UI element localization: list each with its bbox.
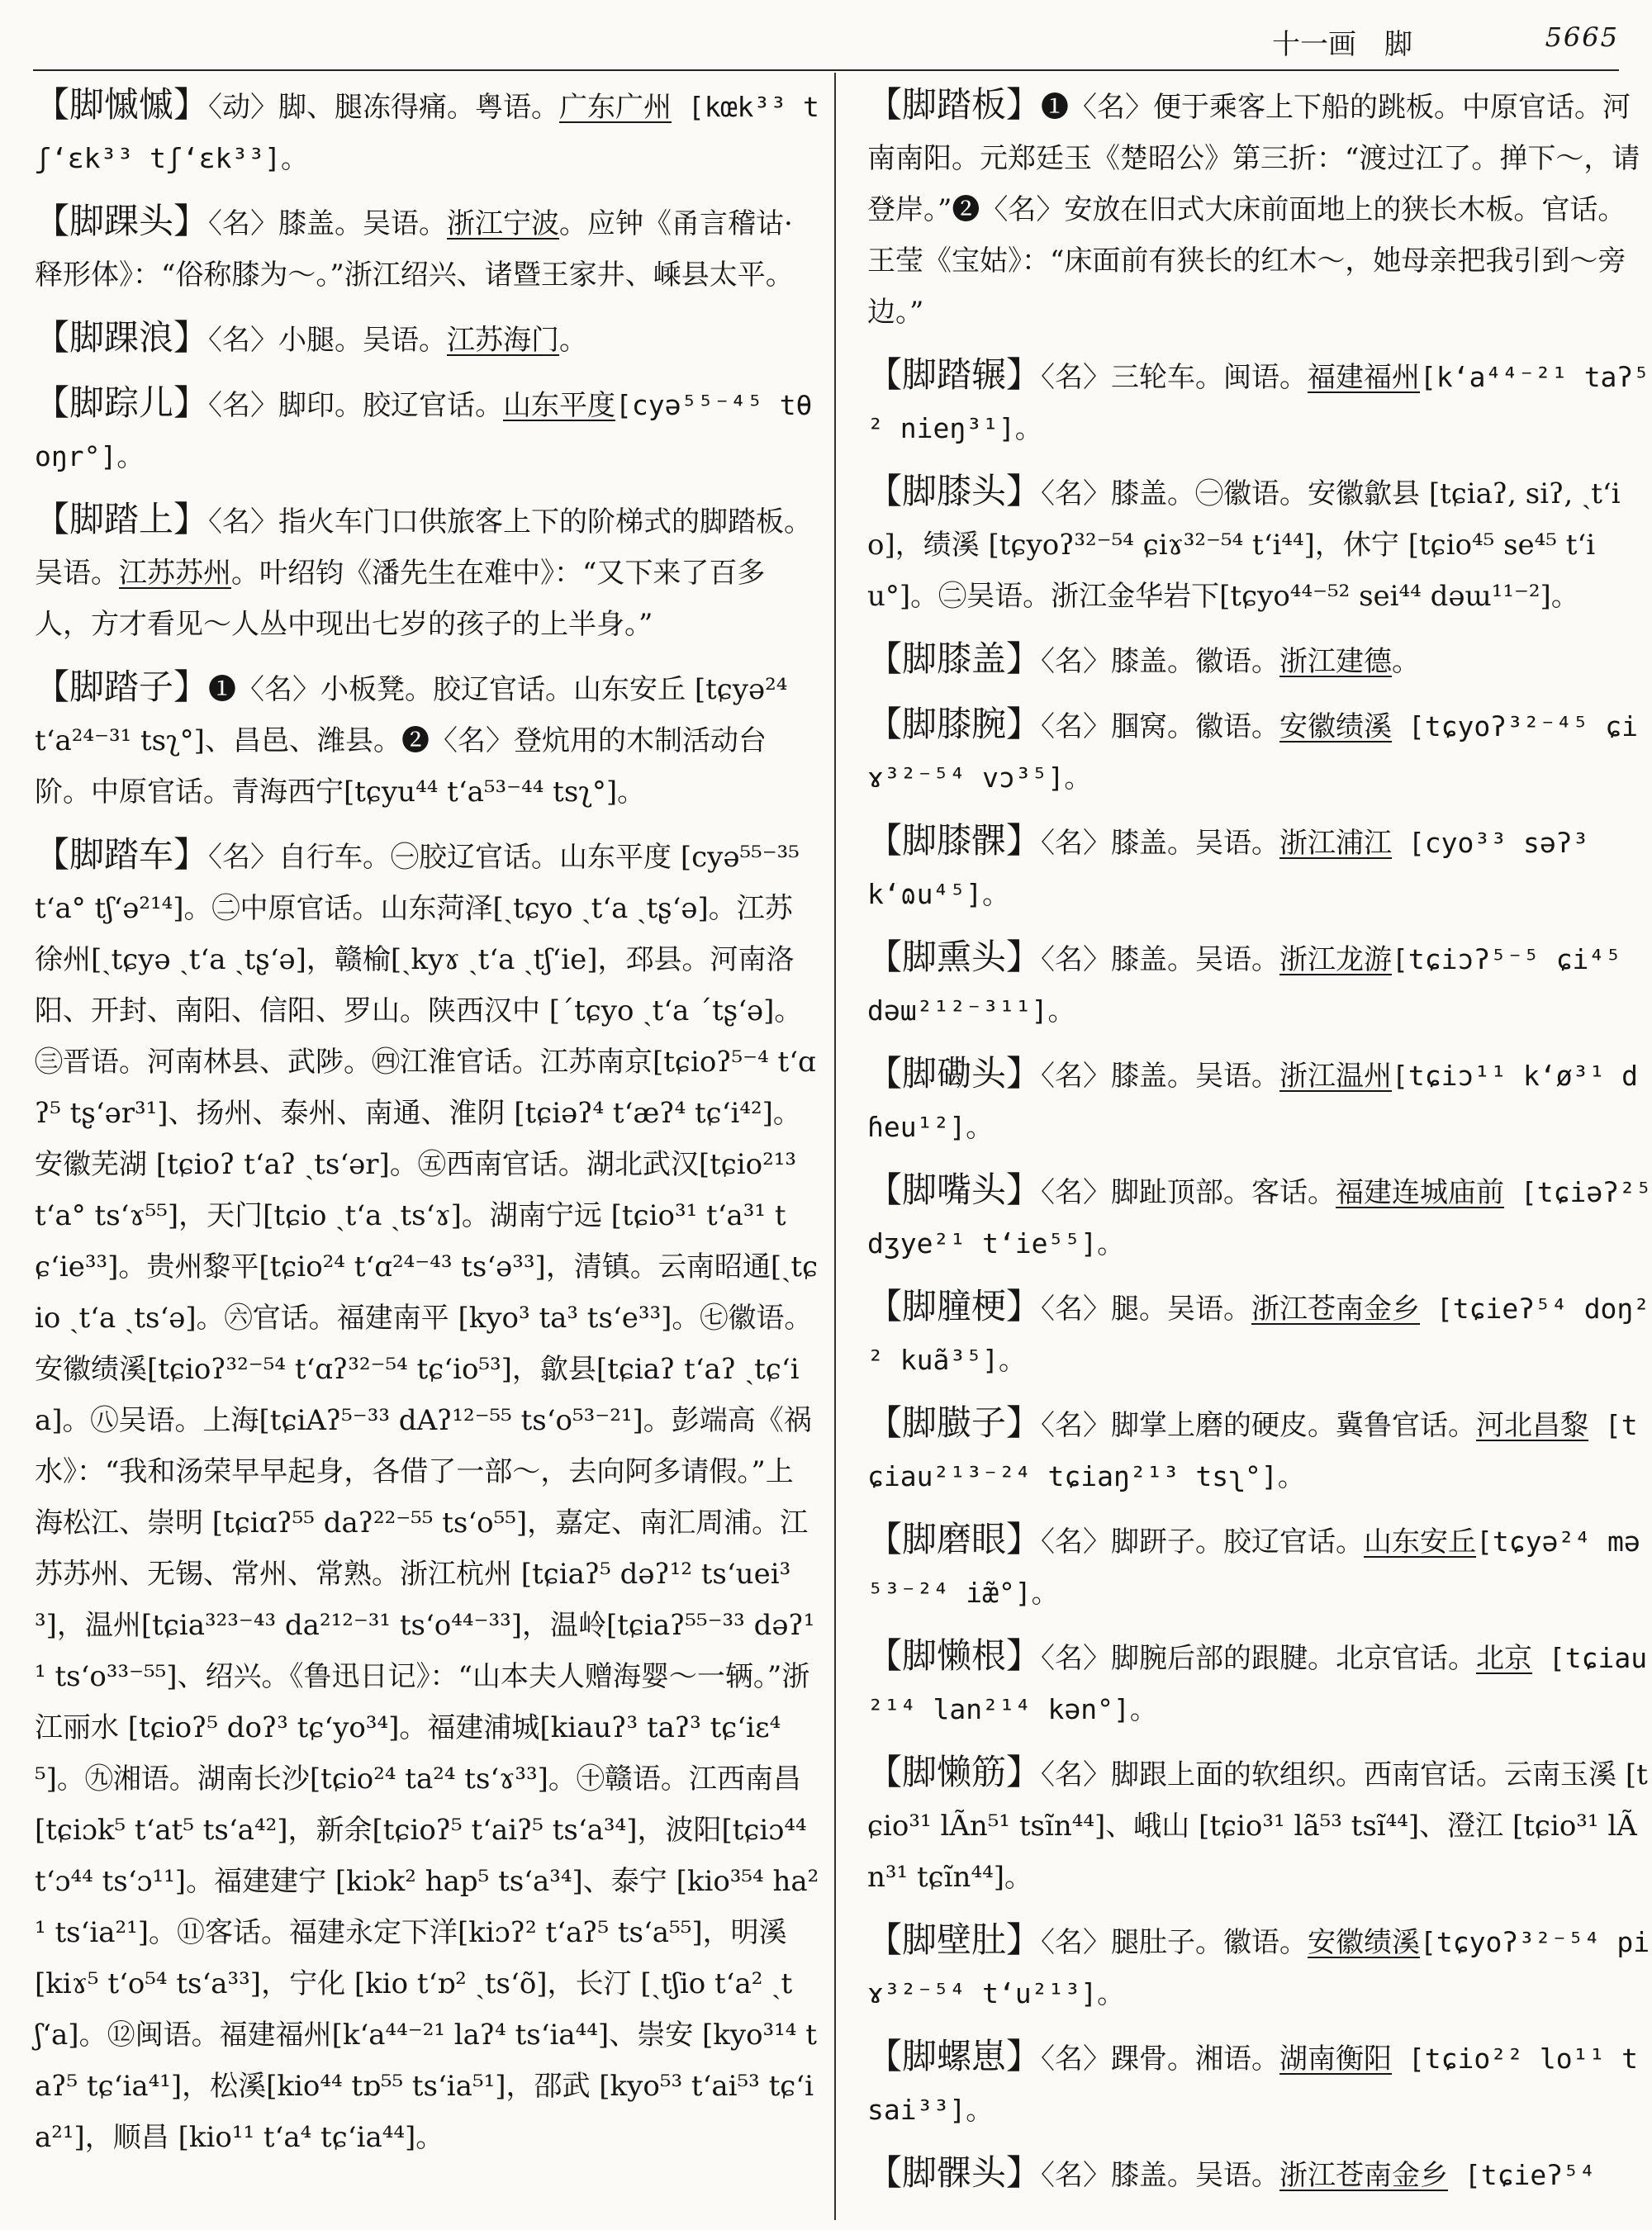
definition: 三轮车。闽语。 (1111, 361, 1308, 394)
dictionary-entry (867, 1397, 1652, 1502)
headword: 【脚懒筋】 (867, 1752, 1042, 1792)
part-of-speech: 〈名〉 (208, 389, 279, 422)
definition: 脚掌上磨的硬皮。冀鲁官话。 (1111, 1409, 1477, 1442)
definition: 指火车门口供旅客上下的阶梯式的脚踏板。吴语。 (35, 505, 813, 590)
dictionary-entry (867, 1048, 1652, 1153)
definition: 膝盖。吴语。 (278, 207, 448, 240)
pronunciation: [cyə⁵⁵⁻⁴⁵ tθoŋr°]。 (35, 389, 813, 472)
headword: 【脚磡头】 (867, 1053, 1042, 1094)
part-of-speech: 〈名〉 (1041, 710, 1112, 743)
dictionary-entry (867, 1281, 1652, 1386)
dictionary-entry (867, 2031, 1652, 2136)
definition: 小腿。吴语。 (278, 324, 448, 357)
headword: 【脚踝头】 (35, 201, 209, 241)
definition: 膝盖。徽语。 (1111, 645, 1280, 678)
definition: 腿。吴语。 (1111, 1293, 1252, 1326)
headword: 【脚熏头】 (867, 937, 1042, 977)
definition-cont: 。 (559, 324, 588, 357)
location-link: 山东平度 (503, 389, 616, 422)
headword: 【脚臌子】 (867, 1402, 1042, 1443)
pronunciation: [tɕyoʔ³²⁻⁵⁴ piɤ³²⁻⁵⁴ t‘u²¹³]。 (867, 1926, 1650, 2009)
running-header (1272, 21, 1619, 59)
headword: 【脚膝头】 (867, 471, 1042, 511)
definition-cont: 。应钟《甬言稽诂·释形体》：“俗称膝为～。”浙江绍兴、诸暨王家井、嵊县太平。 (35, 207, 794, 292)
headword: 【脚壁肚】 (867, 1919, 1042, 1960)
pronunciation: [tɕiɔʔ⁵⁻⁵ ɕi⁴⁵ dəɯ²¹²⁻³¹¹]。 (867, 943, 1622, 1027)
dictionary-entry (35, 494, 819, 650)
headword: 【脚踏板】 (867, 84, 1042, 125)
pronunciation: [tɕiau²¹³⁻²⁴ tɕiaŋ²¹³ tsʅ°]。 (867, 1409, 1638, 1492)
headword: 【脚磨眼】 (867, 1519, 1042, 1559)
part-of-speech: 〈名〉 (1041, 943, 1112, 976)
dictionary-entry (35, 312, 819, 366)
location-link: 湖南衡阳 (1279, 2043, 1393, 2076)
definition: 膝盖。吴语。 (1111, 943, 1280, 976)
dictionary-entry (867, 1165, 1652, 1269)
part-of-speech: 〈名〉 (1041, 2043, 1112, 2076)
part-of-speech: 〈名〉 (1041, 1060, 1112, 1093)
dictionary-entry (35, 196, 819, 301)
headword: 【脚踝浪】 (35, 317, 209, 358)
location-link: 安徽绩溪 (1308, 1926, 1421, 1959)
definition: ❶〈名〉小板凳。胶辽官话。山东安丘 [tɕyə²⁴ t‘a²⁴⁻³¹ tsʅ°]、昌邑、潍县。❷〈名〉登炕用的木制活动台阶。中原官话。青海西宁[tɕyu⁴⁴ t‘a⁵³⁻⁴⁴ tsʅ°]。 (35, 673, 788, 809)
section-title: 十一画 脚 (1272, 28, 1412, 61)
part-of-speech: 〈名〉 (208, 324, 279, 357)
dictionary-entry (867, 1514, 1652, 1619)
dictionary-entry (867, 1747, 1652, 1903)
location-link: 浙江浦江 (1279, 827, 1393, 860)
part-of-speech: 〈名〉 (1041, 1409, 1112, 1442)
pronunciation: [cyo³³ səʔ³ k‘ɷu⁴⁵]。 (867, 827, 1589, 910)
location-link: 广东广州 (559, 91, 672, 124)
location-link: 山东安丘 (1364, 1525, 1477, 1559)
definition: 脚趼子。胶辽官话。 (1111, 1525, 1365, 1559)
definition: 腿肚子。徽语。 (1111, 1926, 1308, 1959)
column-divider (834, 73, 836, 2220)
part-of-speech: 〈名〉 (1041, 1926, 1112, 1959)
definition-cont: 。 (1392, 645, 1421, 678)
part-of-speech: 〈名〉 (1041, 645, 1112, 678)
part-of-speech: 〈名〉 (208, 841, 279, 874)
definition: 脚、腿冻得痛。粤语。 (278, 91, 560, 124)
definition: 踝骨。湘语。 (1111, 2043, 1280, 2076)
part-of-speech: 〈名〉 (1041, 1525, 1112, 1559)
pronunciation: [tɕio²² lo¹¹ tsai³³]。 (867, 2043, 1639, 2126)
dictionary-entry (35, 829, 819, 2163)
right-column (867, 79, 1652, 2213)
pronunciation: [k‘a⁴⁴⁻²¹ taʔ⁵² nieŋ³¹]。 (867, 361, 1650, 444)
definition: 膝盖。吴语。 (1111, 2159, 1280, 2192)
pronunciation: [kœk³³ tʃ‘ɛk³³ tʃ‘ɛk³³]。 (35, 91, 819, 174)
dictionary-entry (867, 2147, 1652, 2201)
definition: 膝盖。吴语。 (1111, 827, 1280, 860)
pronunciation: [tɕiau²¹⁴ lan²¹⁴ kən°]。 (867, 1642, 1648, 1725)
page-number: 5665 (1545, 21, 1619, 53)
headword: 【脚踏上】 (35, 499, 209, 539)
location-link: 福建福州 (1308, 361, 1421, 394)
headword: 【脚踏车】 (35, 834, 209, 875)
dictionary-entry (867, 1914, 1652, 2019)
headword: 【脚踏辗】 (867, 354, 1042, 395)
dictionary-entry (867, 349, 1652, 454)
left-column (35, 79, 819, 2175)
location-link: 浙江宁波 (447, 207, 560, 240)
definition: 脚腕后部的跟腱。北京官话。 (1111, 1642, 1477, 1675)
headword: 【脚膝腕】 (867, 704, 1042, 744)
location-link: 浙江建德 (1279, 645, 1393, 678)
location-link: 江苏苏州 (119, 557, 231, 590)
definition-cont: 。叶绍钧《潘先生在难中》：“又下来了百多人，方才看见～人丛中现出七岁的孩子的上半身。” (35, 557, 766, 641)
dictionary-entry (867, 699, 1652, 804)
headword: 【脚螺崽】 (867, 2036, 1042, 2076)
definition: 脚趾顶部。客话。 (1111, 1176, 1336, 1209)
headword: 【脚踪儿】 (35, 382, 209, 423)
definition: ❶〈名〉便于乘客上下船的跳板。中原官话。河南南阳。元郑廷玉《楚昭公》第三折：“渡过江了。掸下～，请登岸。”❷〈名〉安放在旧式大床前面地上的狭长木板。官话。王莹《宝姑》：“床面前有狭长的红木～，她母亲把我引到～旁边。” (867, 91, 1640, 329)
headword: 【脚膝盖】 (867, 638, 1042, 679)
pronunciation: [tɕiəʔ²⁵ dʒye²¹ t‘ie⁵⁵]。 (867, 1176, 1652, 1260)
definition: 膝盖。吴语。 (1111, 1060, 1280, 1093)
part-of-speech: 〈名〉 (1041, 1758, 1112, 1791)
headword: 【脚髁头】 (867, 2152, 1042, 2193)
location-link: 浙江龙游 (1279, 943, 1393, 976)
location-link: 浙江苍南金乡 (1279, 2159, 1449, 2192)
dictionary-entry (867, 932, 1652, 1037)
part-of-speech: 〈名〉 (1041, 1176, 1112, 1209)
part-of-speech: 〈名〉 (208, 505, 279, 539)
part-of-speech: 〈动〉 (208, 91, 279, 124)
dictionary-entry (35, 377, 819, 482)
location-link: 浙江苍南金乡 (1251, 1293, 1421, 1326)
dictionary-entry (867, 1630, 1652, 1735)
location-link: 福建连城庙前 (1336, 1176, 1505, 1209)
dictionary-entry (867, 815, 1652, 920)
part-of-speech: 〈名〉 (1041, 827, 1112, 860)
dictionary-entry (867, 633, 1652, 687)
location-link: 安徽绩溪 (1279, 710, 1393, 743)
dictionary-entry (35, 662, 819, 818)
headword: 【脚懒根】 (867, 1635, 1042, 1676)
headword: 【脚膧梗】 (867, 1286, 1042, 1326)
headword: 【脚慽慽】 (35, 84, 209, 125)
headword: 【脚膝髁】 (867, 820, 1042, 861)
dictionary-entry (867, 79, 1652, 338)
pronunciation: [tɕyoʔ³²⁻⁴⁵ ɕiɤ³²⁻⁵⁴ vɔ³⁵]。 (867, 710, 1639, 794)
pronunciation: [tɕyə²⁴ mə⁵³⁻²⁴ iæ̃°]。 (867, 1525, 1640, 1609)
definition: 膝盖。㊀徽语。安徽歙县 [tɕiaʔ, siʔ, ˏt‘io]，绩溪 [tɕyoʔ³²⁻⁵⁴ ɕiɤ³²⁻⁵⁴ t‘i⁴⁴]，休宁 [tɕio⁴⁵ se⁴⁵ t‘iu°]。㊁吴语。浙江金华岩下[tɕyo⁴⁴⁻⁵² sei⁴⁴ dəɯ¹¹⁻²]。 (867, 477, 1621, 613)
dictionary-entry (35, 79, 819, 184)
dictionary-entry (867, 466, 1652, 622)
definition: 自行车。㊀胶辽官话。山东平度 [cyə⁵⁵⁻³⁵ t‘a° tʃ‘ə²¹⁴]。㊁中原官话。山东菏泽[ˏtɕyo ˏt‘a ˏtʂ‘ə]。江苏徐州[ˏtɕyə ˏt‘a ˏtʂ‘ə]，赣榆[ˏkyɤ ˏt‘a ˏtʃ‘ie]，邳县。河南洛阳、开封、南阳、信阳、罗山。陕西汉中 [ˊtɕyo ˏt‘a ˊtʂ‘ə]。㊂晋语。河南林县、武陟。㊃江淮官话。江苏南京[tɕioʔ⁵⁻⁴ t‘ɑʔ⁵ tʂ‘ər³¹]、扬州、泰州、南通、淮阴 [tɕiəʔ⁴ t‘æʔ⁴ tɕ‘i⁴²]。安徽芜湖 [tɕioʔ t‘aʔ ˏts‘ər]。㊄西南官话。湖北武汉[tɕio²¹³ t‘a° ts‘ɤ⁵⁵]，天门[tɕio ˏt‘a ˏts‘ɤ]。湖南宁远 [tɕio³¹ t‘a³¹ tɕ‘ie³³]。贵州黎平[tɕio²⁴ t‘ɑ²⁴⁻⁴³ ts‘ə³³]，清镇。云南昭通[ˏtɕio ˏt‘a ˏts‘ə]。㊅官话。福建南平 [kyo³ ta³ ts‘e³³]。㊆徽语。安徽绩溪[tɕioʔ³²⁻⁵⁴ t‘ɑʔ³²⁻⁵⁴ tɕ‘io⁵³]，歙县[tɕiaʔ t‘aʔ ˏtɕ‘ia]。㊇吴语。上海[tɕiAʔ⁵⁻³³ dAʔ¹²⁻⁵⁵ ts‘o⁵³⁻²¹]。彭端高《祸水》：“我和汤荣早早起身，各借了一部～，去向阿多请假。”上海松江、崇明 [tɕiɑʔ⁵⁵ daʔ²²⁻⁵⁵ ts‘o⁵⁵]，嘉定、南汇周浦。江苏苏州、无锡、常州、常熟。浙江杭州 [tɕiaʔ⁵ dəʔ¹² ts‘uei³³]，温州[tɕia³²³⁻⁴³ da²¹²⁻³¹ ts‘o⁴⁴⁻³³]，温岭[tɕiaʔ⁵⁵⁻³³ dəʔ¹¹ ts‘o³³⁻⁵⁵]、绍兴。《鲁迅日记》：“山本夫人赠海婴～一辆。”浙江丽水 [tɕioʔ⁵ doʔ³ tɕ‘yo³⁴]。福建浦城[kiauʔ³ taʔ³ tɕ‘iɛ⁴⁵]。㊈湘语。湖南长沙[tɕio²⁴ ta²⁴ ts‘ɤ³³]。㊉赣语。江西南昌[tɕiɔk⁵ t‘at⁵ ts‘a⁴²]，新余[tɕioʔ⁵ t‘aiʔ⁵ ts‘a³⁴]，波阳[tɕiɔ⁴⁴ t‘ɔ⁴⁴ ts‘ɔ¹¹]。福建建宁 [kiɔk² hap⁵ ts‘a³⁴]、泰宁 [kio³⁵⁴ ha²¹ ts‘ia²¹]。⑪客话。福建永定下洋[kiɔʔ² t‘aʔ⁵ ts‘a⁵⁵]，明溪 [kiɤ⁵ t‘o⁵⁴ ts‘a³³]，宁化 [kio t‘ɒ² ˏts‘õ]，长汀 [ˏtʃio t‘a² ˏtʃ‘a]。⑫闽语。福建福州[k‘a⁴⁴⁻²¹ laʔ⁴ ts‘ia⁴⁴]、崇安 [kyo³¹⁴ taʔ⁵ tɕ‘ia⁴¹]，松溪[kio⁴⁴ tɒ⁵⁵ ts‘ia⁵¹]，邵武 [kyo⁵³ t‘ai⁵³ tɕ‘ia²¹]，顺昌 [kio¹¹ t‘a⁴ tɕ‘ia⁴⁴]。 (35, 841, 819, 2154)
location-link: 北京 (1476, 1642, 1533, 1675)
part-of-speech: 〈名〉 (1041, 2159, 1112, 2192)
part-of-speech: 〈名〉 (208, 207, 279, 240)
headword: 【脚嘴头】 (867, 1170, 1042, 1210)
location-link: 河北昌黎 (1476, 1409, 1589, 1442)
part-of-speech: 〈名〉 (1041, 1642, 1112, 1675)
part-of-speech: 〈名〉 (1041, 361, 1112, 394)
part-of-speech: 〈名〉 (1041, 477, 1112, 510)
header-rule (33, 69, 1619, 71)
part-of-speech: 〈名〉 (1041, 1293, 1112, 1326)
pronunciation: [tɕiɔ¹¹ k‘ø³¹ dɦeu¹²]。 (867, 1060, 1639, 1143)
headword: 【脚踏子】 (35, 667, 209, 707)
definition: 脚印。胶辽官话。 (278, 389, 504, 422)
definition: 腘窝。徽语。 (1111, 710, 1280, 743)
definition: 脚跟上面的软组织。西南官话。云南玉溪 [tɕio³¹ lÃn⁵¹ tsĩn⁴⁴]、峨山 [tɕio³¹ lã⁵³ tsĩ⁴⁴]、澄江 [tɕio³¹ lÃn³¹ tɕĩn⁴⁴]。 (867, 1758, 1648, 1894)
pronunciation: [tɕieʔ⁵⁴ doŋ²² kuã³⁵]。 (867, 1293, 1650, 1376)
location-link: 江苏海门 (447, 324, 560, 357)
pronunciation: [tɕieʔ⁵⁴ (1448, 2159, 1596, 2191)
location-link: 浙江温州 (1279, 1060, 1393, 1093)
